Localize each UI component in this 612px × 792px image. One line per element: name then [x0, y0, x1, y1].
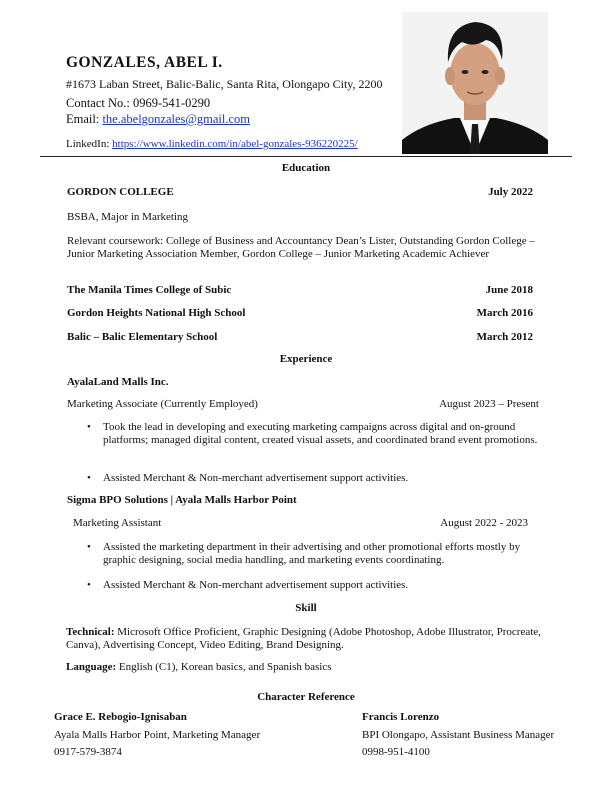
linkedin-line	[66, 138, 358, 150]
school-date: March 2016	[476, 307, 533, 319]
address: #1673 Laban Street, Balic-Balic, Santa Rita, Olongapo City, 2200	[66, 77, 383, 91]
reference-name: Francis Lorenzo	[362, 711, 440, 723]
reference-position: Ayala Malls Harbor Point, Marketing Manager	[54, 729, 261, 741]
school-name: Balic – Balic Elementary School	[67, 331, 218, 343]
email-label: Email:	[66, 112, 100, 126]
job-company: AyalaLand Malls Inc.	[67, 376, 169, 388]
school-date: March 2012	[476, 331, 533, 343]
reference-heading: Character Reference	[257, 691, 355, 703]
reference-name: Grace E. Rebogio-Ignisaban	[54, 711, 187, 723]
gordon-degree: BSBA, Major in Marketing	[67, 211, 188, 223]
bullet-dot: •	[87, 579, 91, 591]
contact-number: Contact No.: 0969-541-0290	[66, 96, 211, 110]
email-line	[66, 112, 250, 127]
linkedin-label: LinkedIn:	[66, 138, 110, 150]
job-bullet: Assisted the marketing department in their advertising and other promotional efforts mostly by graphic designing, social media handling, and marketing events coordinating.	[103, 541, 521, 566]
gordon-coursework: Relevant coursework: College of Business and Accountancy Dean’s Lister, Outstanding Gordon College – Junior Marketing Association Member, Gordon College – Junior Marketing Academic Achiever	[67, 235, 535, 260]
reference-position: BPI Olongapo, Assistant Business Manager	[362, 729, 555, 741]
applicant-name: GONZALES, ABEL I.	[66, 54, 223, 71]
reference-phone: 0998-951-4100	[362, 746, 430, 758]
reference-phone: 0917-579-3874	[54, 746, 122, 758]
bullet-dot: •	[87, 421, 91, 433]
job-dates: August 2023 – Present	[439, 398, 539, 410]
education-heading: Education	[281, 162, 331, 174]
job-bullet: Took the lead in developing and executing marketing campaigns across digital and on-ground platforms; managed digital content, created visual assets, and coordinated brand event promotions.	[103, 421, 538, 446]
language-skills	[66, 661, 332, 673]
technical-skills	[66, 626, 546, 651]
profile-photo	[402, 12, 548, 154]
technical-text: Microsoft Office Proficient, Graphic Designing (Adobe Photoshop, Adobe Illustrator, Procreate, Canva), Advertising Concept, Video Editing, Brand Designing.	[66, 626, 541, 651]
job-bullet: Assisted Merchant & Non-merchant advertisement support activities.	[103, 472, 409, 484]
school-date: June 2018	[485, 284, 533, 296]
school-name: The Manila Times College of Subic	[67, 284, 232, 296]
linkedin-link[interactable]: https://www.linkedin.com/in/abel-gonzales-936220225/	[112, 138, 358, 150]
job-role: Marketing Assistant	[73, 517, 162, 529]
experience-heading: Experience	[279, 353, 333, 365]
gordon-college-date: July 2022	[488, 186, 533, 198]
bullet-dot: •	[87, 472, 91, 484]
job-bullet: Assisted Merchant & Non-merchant advertisement support activities.	[103, 579, 409, 591]
job-company: Sigma BPO Solutions | Ayala Malls Harbor Point	[67, 494, 297, 506]
skill-heading: Skill	[295, 602, 317, 614]
job-dates: August 2022 - 2023	[440, 517, 528, 529]
language-text: English (C1), Korean basics, and Spanish basics	[118, 661, 332, 673]
technical-label: Technical:	[66, 626, 115, 638]
gordon-college-name: GORDON COLLEGE	[67, 186, 174, 198]
language-label: Language:	[66, 661, 117, 673]
bullet-dot: •	[87, 541, 91, 553]
email-link[interactable]: the.abelgonzales@gmail.com	[102, 112, 251, 126]
header-divider	[40, 156, 572, 157]
school-name: Gordon Heights National High School	[67, 307, 246, 319]
profile-photo-illustration	[402, 12, 548, 154]
job-role: Marketing Associate (Currently Employed)	[67, 398, 258, 410]
